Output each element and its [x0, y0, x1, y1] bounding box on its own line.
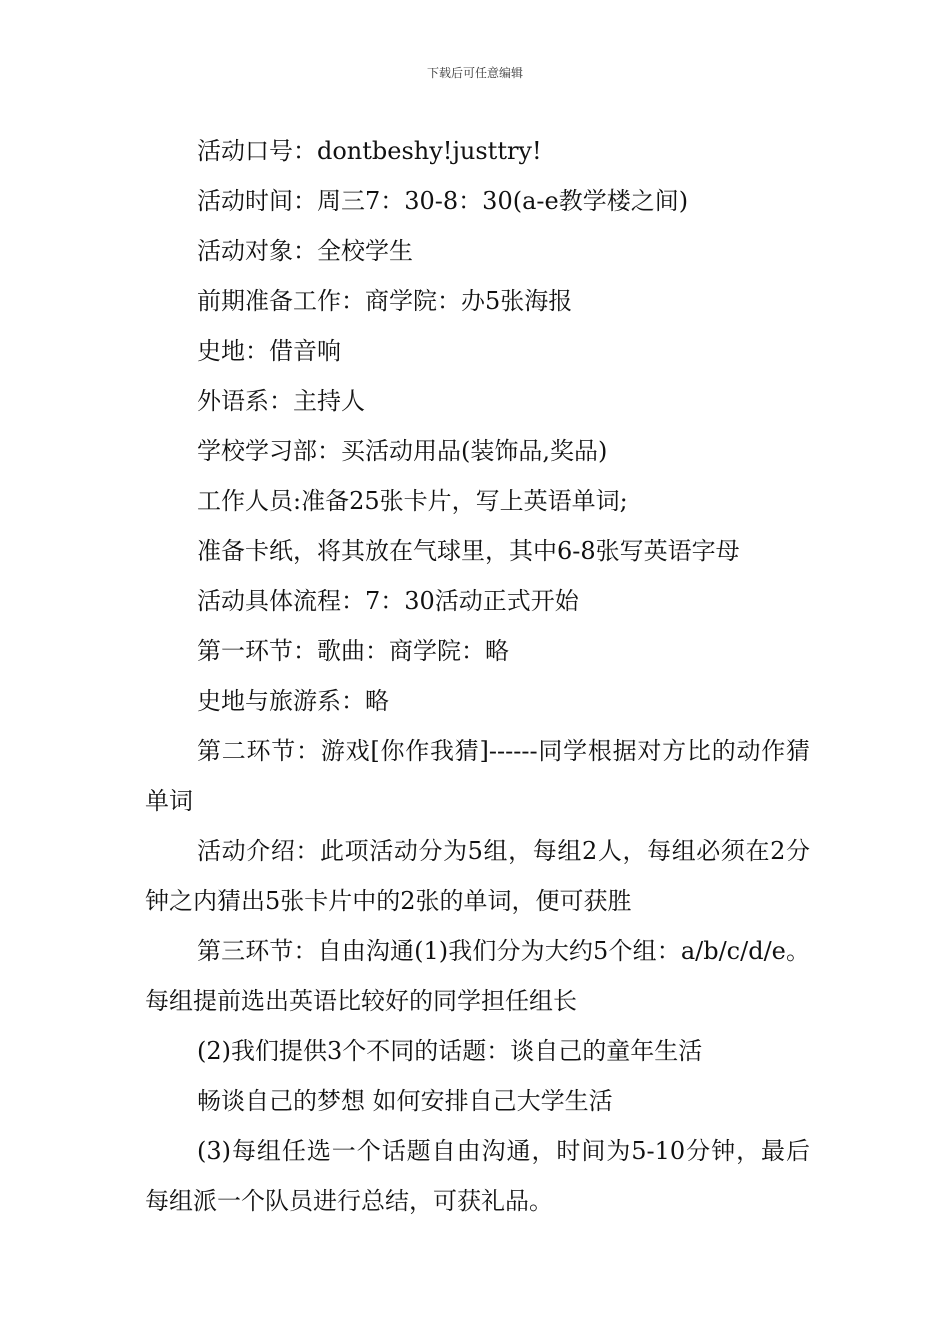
paragraph-topics-continued: 畅谈自己的梦想 如何安排自己大学生活 — [197, 1087, 613, 1115]
paragraph-audience: 活动对象：全校学生 — [197, 237, 413, 265]
paragraph-cardboard: 准备卡纸，将其放在气球里，其中6-8张写英语字母 — [197, 537, 740, 565]
paragraph-history-geography: 史地：借音响 — [197, 337, 341, 365]
paragraph-tourism: 史地与旅游系：略 — [197, 687, 389, 715]
paragraph-slogan: 活动口号：dontbeshy!justtry! — [197, 137, 542, 165]
paragraph-topics: (2)我们提供3个不同的话题：谈自己的童年生活 — [197, 1037, 703, 1065]
document-body — [145, 126, 810, 1226]
paragraph-section-one: 第一环节：歌曲：商学院：略 — [197, 637, 509, 665]
paragraph-staff: 工作人员:准备25张卡片，写上英语单词; — [197, 487, 628, 515]
paragraph-time: 活动时间：周三7：30-8：30(a-e教学楼之间) — [197, 187, 689, 215]
paragraph-foreign-languages: 外语系：主持人 — [197, 387, 365, 415]
paragraph-study-department: 学校学习部：买活动用品(装饰品,奖品) — [197, 437, 608, 465]
page-header: 下载后可任意编辑 — [426, 66, 523, 80]
paragraph-section-three: 第三环节：自由沟通(1)我们分为大约5个组：a/b/c/d/e。每组提前选出英语比较好的同学担任组长 — [145, 937, 810, 1015]
paragraph-process: 活动具体流程：7：30活动正式开始 — [197, 587, 579, 615]
paragraph-preparation: 前期准备工作：商学院：办5张海报 — [197, 287, 573, 315]
paragraph-section-two: 第二环节：游戏[你作我猜]------同学根据对方比的动作猜单词 — [145, 737, 810, 815]
paragraph-free-talk: (3)每组任选一个话题自由沟通，时间为5-10分钟，最后每组派一个队员进行总结，可获礼品。 — [145, 1137, 810, 1215]
paragraph-activity-intro: 活动介绍：此项活动分为5组，每组2人，每组必须在2分钟之内猜出5张卡片中的2张的单词，便可获胜 — [145, 837, 810, 915]
